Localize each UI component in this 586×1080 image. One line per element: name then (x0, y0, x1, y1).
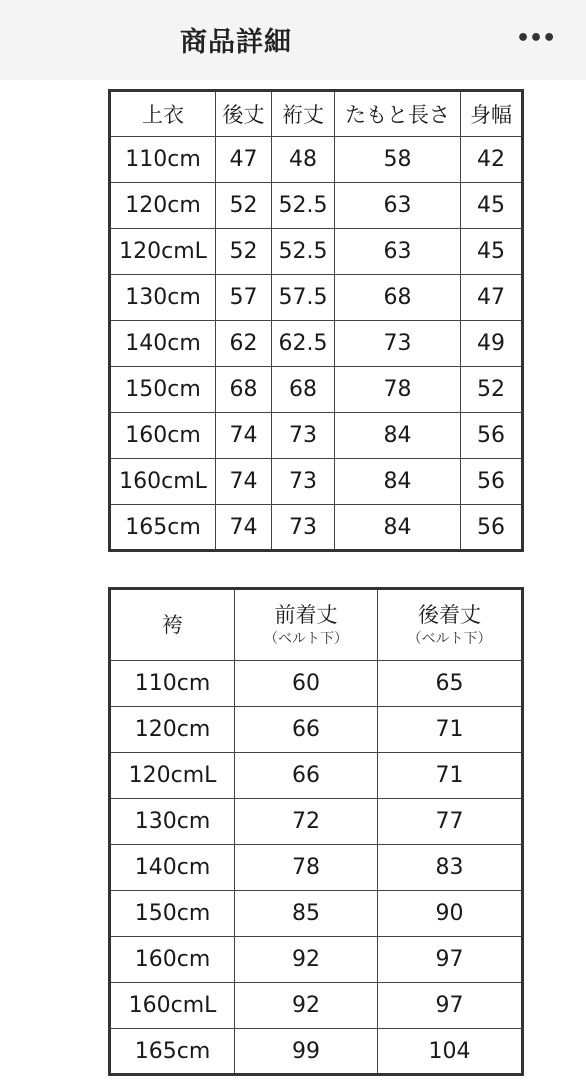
size-cell: 120cmL (110, 229, 216, 275)
table-row (110, 367, 523, 413)
value-cell: 42 (461, 137, 523, 183)
table-row (110, 937, 523, 983)
size-cell: 110cm (110, 661, 235, 707)
value-cell: 62 (216, 321, 272, 367)
value-cell: 56 (461, 505, 523, 551)
size-cell: 160cmL (110, 983, 235, 1029)
header-main-label: 袴 (162, 612, 183, 637)
value-cell: 52 (461, 367, 523, 413)
size-cell: 120cmL (110, 753, 235, 799)
size-cell: 160cm (110, 413, 216, 459)
value-cell: 83 (378, 845, 523, 891)
value-cell: 77 (378, 799, 523, 845)
size-cell: 160cmL (110, 459, 216, 505)
value-cell: 78 (235, 845, 378, 891)
value-cell: 66 (235, 707, 378, 753)
value-cell: 84 (335, 459, 461, 505)
header-main-label: 後着丈 (418, 603, 481, 628)
value-cell: 84 (335, 413, 461, 459)
value-cell: 90 (378, 891, 523, 937)
value-cell: 73 (272, 505, 335, 551)
value-cell: 97 (378, 937, 523, 983)
table-row (110, 459, 523, 505)
header-sub-label: （ベルト下） (407, 630, 492, 647)
value-cell: 73 (272, 413, 335, 459)
size-cell: 120cm (110, 183, 216, 229)
table-row (110, 661, 523, 707)
column-header-hakama (110, 589, 235, 661)
table-row (110, 799, 523, 845)
value-cell: 72 (235, 799, 378, 845)
table-row (110, 753, 523, 799)
column-header-back-length (378, 589, 523, 661)
value-cell: 68 (216, 367, 272, 413)
table-row (110, 183, 523, 229)
bottom-size-table (108, 587, 524, 1076)
value-cell: 47 (461, 275, 523, 321)
table-row (110, 275, 523, 321)
column-header-sleeve-depth: たもと長さ (335, 91, 461, 137)
size-cell: 130cm (110, 799, 235, 845)
value-cell: 48 (272, 137, 335, 183)
value-cell: 56 (461, 413, 523, 459)
value-cell: 58 (335, 137, 461, 183)
value-cell: 56 (461, 459, 523, 505)
table-row (110, 891, 523, 937)
value-cell: 62.5 (272, 321, 335, 367)
value-cell: 78 (335, 367, 461, 413)
value-cell: 57.5 (272, 275, 335, 321)
column-header-sleeve-length: 裄丈 (272, 91, 335, 137)
size-cell: 140cm (110, 321, 216, 367)
size-cell: 150cm (110, 891, 235, 937)
table-row (110, 983, 523, 1029)
value-cell: 45 (461, 183, 523, 229)
header-sub-label: （ベルト下） (264, 630, 348, 647)
value-cell: 60 (235, 661, 378, 707)
table-row (110, 229, 523, 275)
value-cell: 84 (335, 505, 461, 551)
value-cell: 71 (378, 753, 523, 799)
size-cell: 140cm (110, 845, 235, 891)
product-detail-image (0, 80, 586, 1080)
column-header-front-length (235, 589, 378, 661)
value-cell: 66 (235, 753, 378, 799)
table-row (110, 707, 523, 753)
size-cell: 160cm (110, 937, 235, 983)
value-cell: 52 (216, 183, 272, 229)
size-cell: 150cm (110, 367, 216, 413)
column-header-top: 上衣 (110, 91, 216, 137)
column-header-back-length: 後丈 (216, 91, 272, 137)
value-cell: 73 (335, 321, 461, 367)
value-cell: 63 (335, 229, 461, 275)
value-cell: 47 (216, 137, 272, 183)
table-header-row (110, 91, 523, 137)
value-cell: 74 (216, 459, 272, 505)
page-title: 商品詳細 (180, 27, 292, 58)
value-cell: 49 (461, 321, 523, 367)
value-cell: 74 (216, 413, 272, 459)
column-header-body-width: 身幅 (461, 91, 523, 137)
value-cell: 74 (216, 505, 272, 551)
top-size-table (108, 89, 524, 552)
value-cell: 92 (235, 937, 378, 983)
header-main-label: 前着丈 (274, 603, 338, 628)
value-cell: 52.5 (272, 229, 335, 275)
value-cell: 97 (378, 983, 523, 1029)
size-cell: 165cm (110, 505, 216, 551)
size-cell: 130cm (110, 275, 216, 321)
value-cell: 45 (461, 229, 523, 275)
more-options-icon[interactable]: ••• (516, 26, 556, 51)
header-bar (0, 0, 586, 80)
value-cell: 68 (272, 367, 335, 413)
value-cell: 52.5 (272, 183, 335, 229)
table-header-row (110, 589, 523, 661)
value-cell: 73 (272, 459, 335, 505)
value-cell: 92 (235, 983, 378, 1029)
table-row (110, 845, 523, 891)
value-cell: 63 (335, 183, 461, 229)
value-cell: 104 (378, 1029, 523, 1075)
value-cell: 99 (235, 1029, 378, 1075)
table-row (110, 137, 523, 183)
table-row (110, 321, 523, 367)
value-cell: 71 (378, 707, 523, 753)
value-cell: 68 (335, 275, 461, 321)
value-cell: 85 (235, 891, 378, 937)
size-cell: 120cm (110, 707, 235, 753)
table-row (110, 413, 523, 459)
value-cell: 57 (216, 275, 272, 321)
size-cell: 165cm (110, 1029, 235, 1075)
table-row (110, 1029, 523, 1075)
table-row (110, 505, 523, 551)
value-cell: 52 (216, 229, 272, 275)
value-cell: 65 (378, 661, 523, 707)
size-cell: 110cm (110, 137, 216, 183)
